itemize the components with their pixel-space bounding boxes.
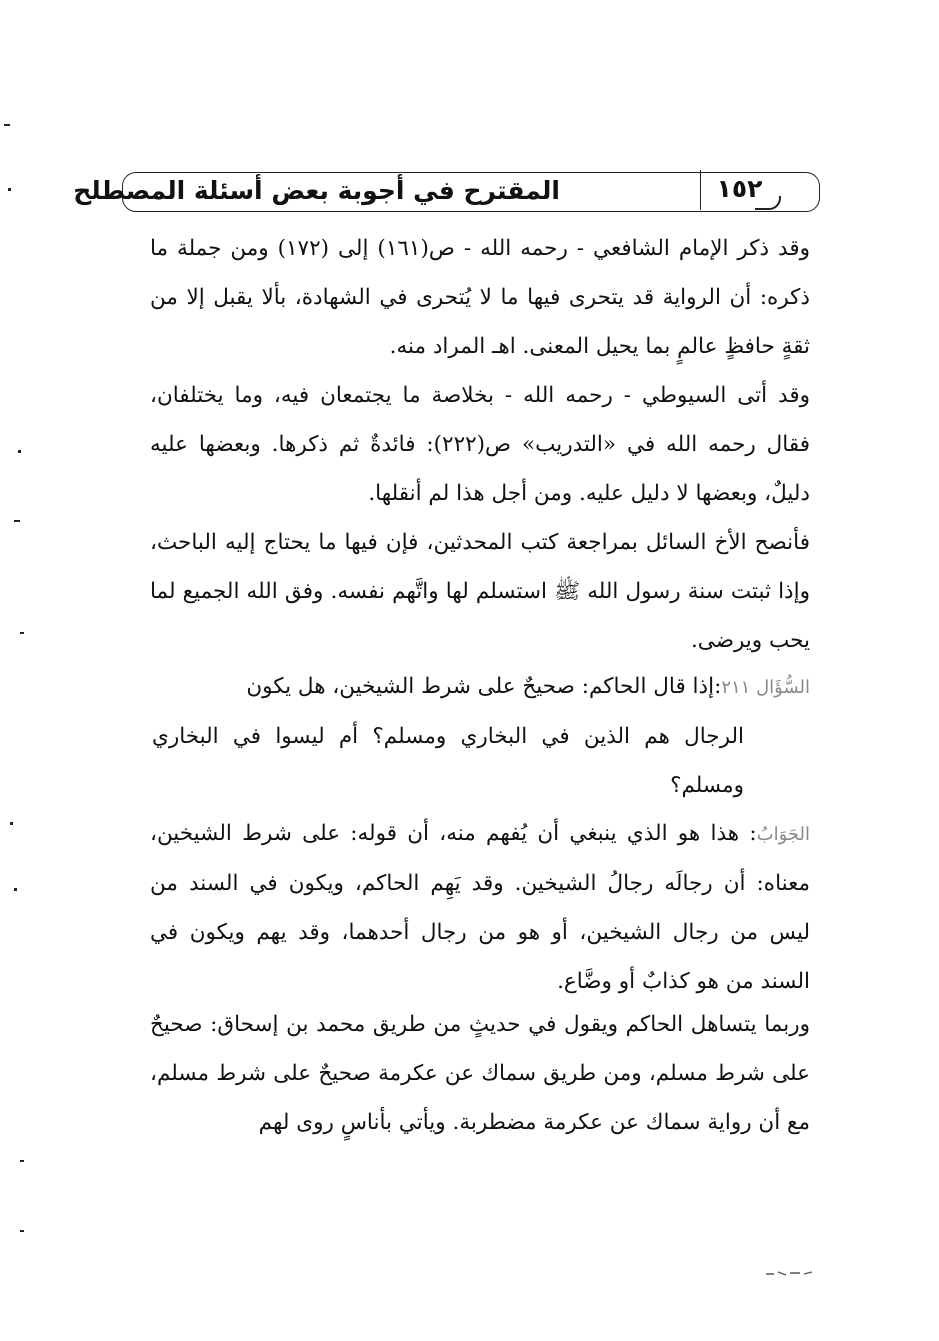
scan-speck	[18, 450, 21, 453]
answer-label: الجَوَابُ	[756, 824, 810, 845]
running-title: المقترح في أجوبة بعض أسئلة المصطلح	[73, 176, 560, 205]
footer-scan-mark	[764, 1268, 818, 1278]
question-continuation: الرجال هم الذين في البخاري ومسلم؟ أم ليسوا في البخاري ومسلم؟	[152, 724, 744, 798]
paragraph-suyuti: وقد أتى السيوطي - رحمه الله - بخلاصة ما يجتمعان فيه، وما يختلفان، فقال رحمه الله في «التدريب» ص(٢٢٢): فائدةٌ ثم ذكرها. وبعضها عليه دليلٌ، وبعضها لا دليل عليه. ومن أجل هذا لم أنقلها.	[150, 383, 810, 506]
question-first-line: :إذا قال الحاكم: صحيحٌ على شرط الشيخين، هل يكون	[246, 674, 722, 699]
scan-speck	[14, 520, 20, 522]
scan-speck	[20, 632, 24, 634]
paragraph-shafii: وقد ذكر الإمام الشافعي - رحمه الله - ص(١٦١) إلى (١٧٢) ومن جملة ما ذكره: أن الرواية قد يتحرى فيها ما لا يُتحرى في الشهادة، بألا يقبل إلا من ثقةٍ حافظٍ عالمٍ بما يحيل المعنى. اهـ المراد منه.	[150, 236, 811, 359]
scan-speck	[20, 1160, 24, 1162]
question-label: السُّؤَال ٢١١	[721, 677, 810, 698]
question-211	[152, 662, 810, 810]
paragraph-advice: فأنصح الأخ السائل بمراجعة كتب المحدثين، فإن فيها ما يحتاج إليه الباحث، وإذا ثبتت سنة رسول الله ﷺ استسلم لها واتَّهم نفسه. وفق الله الجميع لما يحب ويرضى.	[150, 530, 810, 653]
scan-speck	[14, 888, 17, 891]
scan-speck	[20, 1230, 24, 1232]
paragraph-hakim-leniency: وربما يتساهل الحاكم ويقول في حديثٍ من طريق محمد بن إسحاق: صحيحٌ على شرط مسلم، ومن طريق سماك عن عكرمة صحيحٌ على شرط مسلم، مع أن رواية سماك عن عكرمة مضطربة. ويأتي بأناسٍ روى لهم	[150, 1012, 810, 1135]
answer-211	[150, 809, 810, 1006]
scan-speck	[8, 188, 11, 191]
page-number: ١٥٢	[700, 170, 778, 210]
answer-text: : هذا هو الذي ينبغي أن يُفهم منه، أن قوله: على شرط الشيخين، معناه: أن رجالَه رجالُ الشيخين. وقد يَهِم الحاكم، ويكون في السند من ليس من رجال الشيخين، أو هو من رجال أحدهما، وقد يهم ويكون في السند من هو كذابٌ أو وضَّاع.	[150, 821, 810, 994]
scan-speck	[10, 822, 13, 825]
scan-speck	[4, 124, 10, 126]
